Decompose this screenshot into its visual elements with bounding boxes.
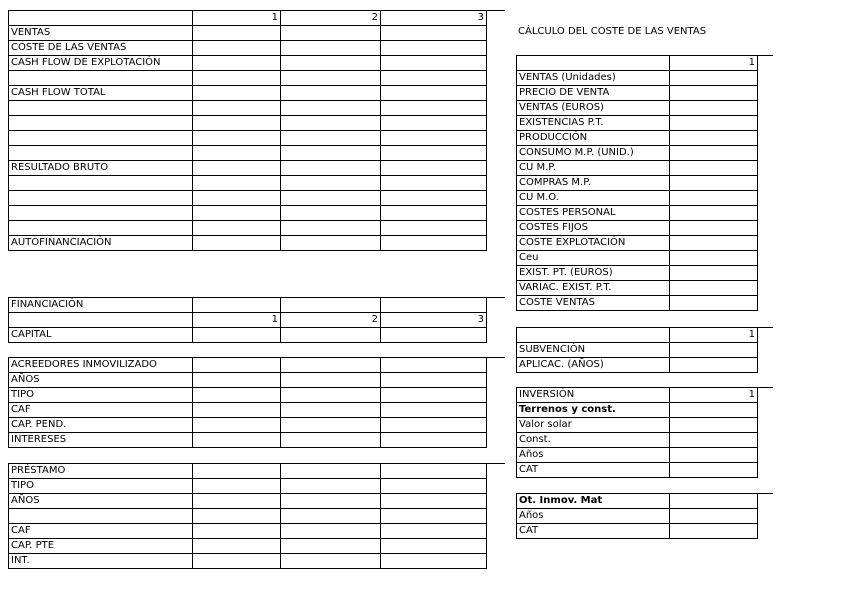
table-cell[interactable]	[381, 433, 487, 448]
row-label[interactable]: CAT	[517, 524, 670, 539]
row-label[interactable]: COSTE VENTAS	[517, 296, 670, 311]
row-label[interactable]: APLICAC. (AÑOS)	[517, 358, 670, 373]
prestamo-table	[8, 463, 505, 569]
column-header[interactable]: 1	[670, 56, 758, 71]
calculo-title: CÁLCULO DEL COSTE DE LAS VENTAS	[518, 26, 707, 37]
inversion-table	[516, 387, 773, 478]
row-label[interactable]	[9, 191, 193, 206]
calculo-table	[516, 55, 773, 311]
table-cell[interactable]	[670, 221, 758, 236]
table-cell[interactable]	[281, 56, 381, 71]
table-cell[interactable]	[381, 161, 487, 176]
table-cell[interactable]	[670, 191, 758, 206]
table-cell[interactable]	[9, 313, 193, 328]
table-cell[interactable]	[281, 176, 381, 191]
table-cell[interactable]	[281, 221, 381, 236]
row-label[interactable]: FINANCIACIÓN	[9, 298, 193, 313]
table-cell[interactable]	[381, 236, 487, 251]
table-cell[interactable]	[281, 403, 381, 418]
table-cell[interactable]	[670, 403, 758, 418]
row-label[interactable]: EXIST. PT. (EUROS)	[517, 266, 670, 281]
table-cell[interactable]	[193, 206, 281, 221]
table-cell[interactable]	[281, 71, 381, 86]
row-label[interactable]: SUBVENCIÓN	[517, 343, 670, 358]
column-header[interactable]: 1	[670, 328, 758, 343]
row-label[interactable]	[9, 221, 193, 236]
column-header[interactable]	[517, 328, 670, 343]
table-cell[interactable]	[193, 388, 281, 403]
table-cell[interactable]	[670, 251, 758, 266]
row-label[interactable]: Terrenos y const.	[517, 403, 670, 418]
table-cell[interactable]	[193, 554, 281, 569]
table-cell[interactable]	[193, 479, 281, 494]
acreedores-table	[8, 357, 505, 448]
table-cell[interactable]	[381, 328, 487, 343]
table-cell[interactable]	[670, 161, 758, 176]
table-cell[interactable]	[381, 358, 487, 373]
table-cell[interactable]	[670, 266, 758, 281]
table-cell[interactable]	[381, 191, 487, 206]
row-label[interactable]: CU M.O.	[517, 191, 670, 206]
row-label[interactable]: INTERESES	[9, 433, 193, 448]
table-cell[interactable]	[281, 464, 381, 479]
table-cell[interactable]	[193, 41, 281, 56]
table-cell[interactable]	[381, 509, 487, 524]
table-cell[interactable]	[670, 418, 758, 433]
row-label[interactable]: CONSUMO M.P. (UNID.)	[517, 146, 670, 161]
subvencion-table	[516, 327, 773, 373]
row-label[interactable]: CAPITAL	[9, 328, 193, 343]
otinmov-table	[516, 493, 773, 539]
row-label[interactable]: INT.	[9, 554, 193, 569]
table-cell[interactable]	[670, 236, 758, 251]
table-cell[interactable]	[281, 554, 381, 569]
row-label[interactable]: CAP. PEND.	[9, 418, 193, 433]
table-cell[interactable]	[193, 494, 281, 509]
row-label[interactable]: VARIAC. EXIST. P.T.	[517, 281, 670, 296]
table-cell[interactable]	[381, 26, 487, 41]
table-cell[interactable]	[281, 146, 381, 161]
row-label[interactable]: VENTAS (EUROS)	[517, 101, 670, 116]
table-cell[interactable]	[670, 101, 758, 116]
row-label[interactable]: Ot. Inmov. Mat	[517, 494, 670, 509]
table-cell[interactable]	[381, 388, 487, 403]
table-cell[interactable]	[670, 131, 758, 146]
row-label[interactable]: VENTAS	[9, 26, 193, 41]
table-cell[interactable]	[193, 298, 281, 313]
row-label[interactable]: RESULTADO BRUTO	[9, 161, 193, 176]
table-cell[interactable]	[281, 433, 381, 448]
column-header[interactable]	[517, 56, 670, 71]
table-cell[interactable]	[281, 373, 381, 388]
row-label[interactable]	[9, 146, 193, 161]
table-cell[interactable]	[281, 206, 381, 221]
table-cell[interactable]	[670, 176, 758, 191]
table-cell[interactable]	[670, 494, 758, 509]
table-cell[interactable]	[670, 343, 758, 358]
row-label[interactable]: COSTES FIJOS	[517, 221, 670, 236]
column-header[interactable]: 1	[193, 11, 281, 26]
table-cell[interactable]	[381, 206, 487, 221]
row-label[interactable]: Años	[517, 509, 670, 524]
table-cell[interactable]	[193, 26, 281, 41]
table-cell[interactable]	[281, 388, 381, 403]
table-cell[interactable]	[281, 41, 381, 56]
table-cell[interactable]	[670, 509, 758, 524]
row-label[interactable]	[9, 509, 193, 524]
row-label[interactable]	[9, 101, 193, 116]
table-cell[interactable]	[381, 221, 487, 236]
table-cell[interactable]	[670, 463, 758, 478]
table-cell[interactable]	[281, 26, 381, 41]
row-label[interactable]	[9, 176, 193, 191]
row-label[interactable]: Valor solar	[517, 418, 670, 433]
row-label[interactable]: AÑOS	[9, 373, 193, 388]
table-cell[interactable]	[281, 328, 381, 343]
table-cell[interactable]	[670, 524, 758, 539]
row-label[interactable]: Años	[517, 448, 670, 463]
table-cell[interactable]	[281, 86, 381, 101]
table-cell[interactable]	[193, 146, 281, 161]
row-label[interactable]	[9, 206, 193, 221]
main-table	[8, 10, 505, 251]
table-cell[interactable]	[281, 191, 381, 206]
row-label[interactable]	[9, 131, 193, 146]
table-cell[interactable]	[670, 86, 758, 101]
column-header[interactable]: 2	[281, 313, 381, 328]
row-label[interactable]: CASH FLOW DE EXPLOTACIÓN	[9, 56, 193, 71]
table-cell[interactable]	[281, 418, 381, 433]
row-label[interactable]: CU M.P.	[517, 161, 670, 176]
row-label[interactable]: ACREEDORES INMOVILIZADO	[9, 358, 193, 373]
row-label[interactable]: TIPO	[9, 479, 193, 494]
row-label[interactable]: CAP. PTE	[9, 539, 193, 554]
column-header[interactable]: 2	[281, 11, 381, 26]
table-cell[interactable]	[193, 86, 281, 101]
table-cell[interactable]	[193, 464, 281, 479]
row-label[interactable]: PRÉSTAMO	[9, 464, 193, 479]
table-cell[interactable]	[193, 418, 281, 433]
table-cell[interactable]	[281, 116, 381, 131]
table-cell[interactable]	[381, 464, 487, 479]
table-cell[interactable]	[193, 116, 281, 131]
table-cell[interactable]	[193, 328, 281, 343]
row-label[interactable]: AUTOFINANCIACIÓN	[9, 236, 193, 251]
table-cell[interactable]	[193, 161, 281, 176]
column-header[interactable]	[9, 11, 193, 26]
table-cell[interactable]	[193, 236, 281, 251]
table-cell[interactable]	[281, 509, 381, 524]
table-cell[interactable]	[670, 358, 758, 373]
table-cell[interactable]	[381, 116, 487, 131]
table-cell[interactable]	[193, 131, 281, 146]
table-cell[interactable]	[381, 373, 487, 388]
table-cell[interactable]	[381, 403, 487, 418]
table-cell[interactable]	[381, 131, 487, 146]
table-cell[interactable]	[281, 358, 381, 373]
row-label[interactable]	[9, 116, 193, 131]
table-cell[interactable]	[281, 479, 381, 494]
row-label[interactable]: CAT	[517, 463, 670, 478]
table-cell[interactable]	[193, 101, 281, 116]
row-label[interactable]: PRODUCCIÓN	[517, 131, 670, 146]
table-cell[interactable]	[381, 539, 487, 554]
table-cell[interactable]	[670, 296, 758, 311]
row-label[interactable]: CAF	[9, 524, 193, 539]
table-cell[interactable]	[381, 71, 487, 86]
table-cell[interactable]	[281, 539, 381, 554]
table-cell[interactable]	[281, 101, 381, 116]
row-label[interactable]: TIPO	[9, 388, 193, 403]
row-label[interactable]: COMPRAS M.P.	[517, 176, 670, 191]
column-header[interactable]: 1	[670, 388, 758, 403]
column-header[interactable]: 3	[381, 11, 487, 26]
row-label[interactable]: Ceu	[517, 251, 670, 266]
table-cell[interactable]	[670, 281, 758, 296]
row-label[interactable]: CAF	[9, 403, 193, 418]
table-cell[interactable]	[670, 116, 758, 131]
row-label[interactable]: AÑOS	[9, 494, 193, 509]
table-cell[interactable]	[381, 86, 487, 101]
table-cell[interactable]	[381, 176, 487, 191]
row-label[interactable]: COSTE DE LAS VENTAS	[9, 41, 193, 56]
table-cell[interactable]	[193, 71, 281, 86]
row-label[interactable]: CASH FLOW TOTAL	[9, 86, 193, 101]
table-cell[interactable]	[281, 524, 381, 539]
table-cell[interactable]	[381, 479, 487, 494]
table-cell[interactable]	[193, 539, 281, 554]
table-cell[interactable]	[670, 146, 758, 161]
column-header[interactable]: 1	[193, 313, 281, 328]
table-cell[interactable]	[381, 101, 487, 116]
table-cell[interactable]	[381, 554, 487, 569]
table-cell[interactable]	[193, 221, 281, 236]
table-cell[interactable]	[381, 418, 487, 433]
table-cell[interactable]	[193, 373, 281, 388]
table-cell[interactable]	[670, 206, 758, 221]
table-cell[interactable]	[193, 176, 281, 191]
row-label[interactable]: COSTES PERSONAL	[517, 206, 670, 221]
table-cell[interactable]	[281, 298, 381, 313]
row-label[interactable]	[9, 71, 193, 86]
table-cell[interactable]	[193, 509, 281, 524]
row-label[interactable]: EXISTENCIAS P.T.	[517, 116, 670, 131]
table-cell[interactable]	[381, 298, 487, 313]
table-cell[interactable]	[193, 403, 281, 418]
table-cell[interactable]	[670, 433, 758, 448]
table-cell[interactable]	[193, 358, 281, 373]
row-label[interactable]: PRECIO DE VENTA	[517, 86, 670, 101]
table-cell[interactable]	[193, 524, 281, 539]
table-cell[interactable]	[670, 448, 758, 463]
financiacion-table	[8, 297, 505, 343]
table-cell[interactable]	[381, 494, 487, 509]
table-cell[interactable]	[381, 56, 487, 71]
row-label[interactable]: COSTE EXPLOTACIÓN	[517, 236, 670, 251]
table-cell[interactable]	[381, 524, 487, 539]
row-label[interactable]: Const.	[517, 433, 670, 448]
row-label[interactable]: VENTAS (Unidades)	[517, 71, 670, 86]
table-cell[interactable]	[281, 494, 381, 509]
table-cell[interactable]	[193, 56, 281, 71]
column-header[interactable]: INVERSIÓN	[517, 388, 670, 403]
table-cell[interactable]	[281, 236, 381, 251]
table-cell[interactable]	[193, 433, 281, 448]
column-header[interactable]: 3	[381, 313, 487, 328]
table-cell[interactable]	[381, 146, 487, 161]
table-cell[interactable]	[281, 131, 381, 146]
table-cell[interactable]	[281, 161, 381, 176]
table-cell[interactable]	[193, 191, 281, 206]
table-cell[interactable]	[670, 71, 758, 86]
table-cell[interactable]	[381, 41, 487, 56]
